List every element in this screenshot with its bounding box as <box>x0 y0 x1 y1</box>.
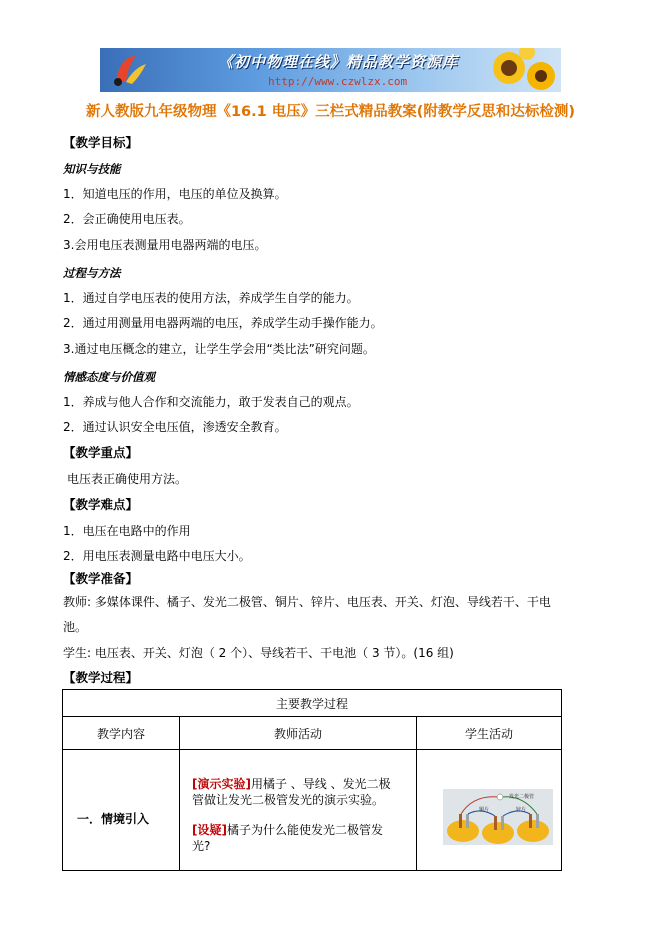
demo-text-2: 管做让发光二极管发光的演示实验。 <box>192 793 385 807</box>
photo-label: 锌片 <box>516 807 527 813</box>
question-text-2: 光? <box>192 839 211 853</box>
demo-paragraph <box>192 776 408 808</box>
process-heading: 过程与方法 <box>63 266 121 280</box>
banner-title: 《初中物理在线》精品教学资源库 <box>218 53 459 71</box>
list-item: 2．通过认识安全电压值，渗透安全教育。 <box>63 420 287 434</box>
column-header: 教学内容 <box>63 717 180 750</box>
site-logo-icon <box>106 52 150 88</box>
column-header: 学生活动 <box>417 717 562 750</box>
list-item: 2．用电压表测量电路中电压大小。 <box>63 549 251 563</box>
list-item: 1．养成与他人合作和交流能力，敢于发表自己的观点。 <box>63 395 359 409</box>
orange-battery-photo <box>443 789 553 845</box>
demo-tag: [演示实验] <box>192 777 251 791</box>
key-point-heading: 【教学重点】 <box>63 445 139 460</box>
knowledge-heading: 知识与技能 <box>63 162 121 176</box>
list-item: 2．通过用测量用电器两端的电压，养成学生动手操作能力。 <box>63 316 383 330</box>
column-header: 教师活动 <box>180 717 417 750</box>
key-point-text: 电压表正确使用方法。 <box>67 472 188 486</box>
table-row <box>63 750 562 871</box>
orange-battery-illustration <box>443 789 553 845</box>
process-section-heading: 【教学过程】 <box>63 670 139 685</box>
teacher-activity <box>180 750 417 871</box>
teacher-materials-cont: 池。 <box>63 620 88 634</box>
header-banner <box>100 48 561 92</box>
objectives-heading: 【教学目标】 <box>63 135 139 150</box>
banner-url[interactable]: http://www.czwlzx.com <box>268 75 408 88</box>
list-item: 1．知道电压的作用，电压的单位及换算。 <box>63 187 287 201</box>
student-activity <box>417 750 562 871</box>
student-materials: 学生: 电压表、开关、灯泡（ 2 个）、导线若干、干电池（ 3 节）。(16 组) <box>63 646 454 660</box>
document-title: 新人教版九年级物理《16.1 电压》三栏式精品教案(附教学反思和达标检测) <box>85 104 576 120</box>
attitude-heading: 情感态度与价值观 <box>63 370 155 384</box>
table-header: 主要教学过程 <box>63 690 562 717</box>
sunflower-icon <box>487 48 557 92</box>
list-item: 1．通过自学电压表的使用方法，养成学生自学的能力。 <box>63 291 359 305</box>
question-text-1: 橘子为什么能使发光二极管发 <box>226 823 383 837</box>
photo-label: 发光二极管 <box>509 794 535 800</box>
section-name: 一．情境引入 <box>63 750 180 871</box>
list-item: 2．会正确使用电压表。 <box>63 212 191 226</box>
list-item: 1．电压在电路中的作用 <box>63 524 191 538</box>
list-item: 3.通过电压概念的建立，让学生学会用“类比法”研究问题。 <box>63 342 375 356</box>
difficulty-heading: 【教学难点】 <box>63 497 139 512</box>
question-paragraph <box>192 822 408 854</box>
list-item: 3.会用电压表测量用电器两端的电压。 <box>63 238 267 252</box>
demo-text-1: 用橘子 、导线 、发光二极 <box>250 777 391 791</box>
teaching-process-table <box>62 689 562 871</box>
question-tag: [设疑] <box>192 823 227 837</box>
teacher-materials: 教师: 多媒体课件、橘子、发光二极管、铜片、锌片、电压表、开关、灯泡、导线若干、干电 <box>63 595 551 609</box>
photo-label: 铜片 <box>479 807 490 813</box>
preparation-heading: 【教学准备】 <box>63 571 139 586</box>
